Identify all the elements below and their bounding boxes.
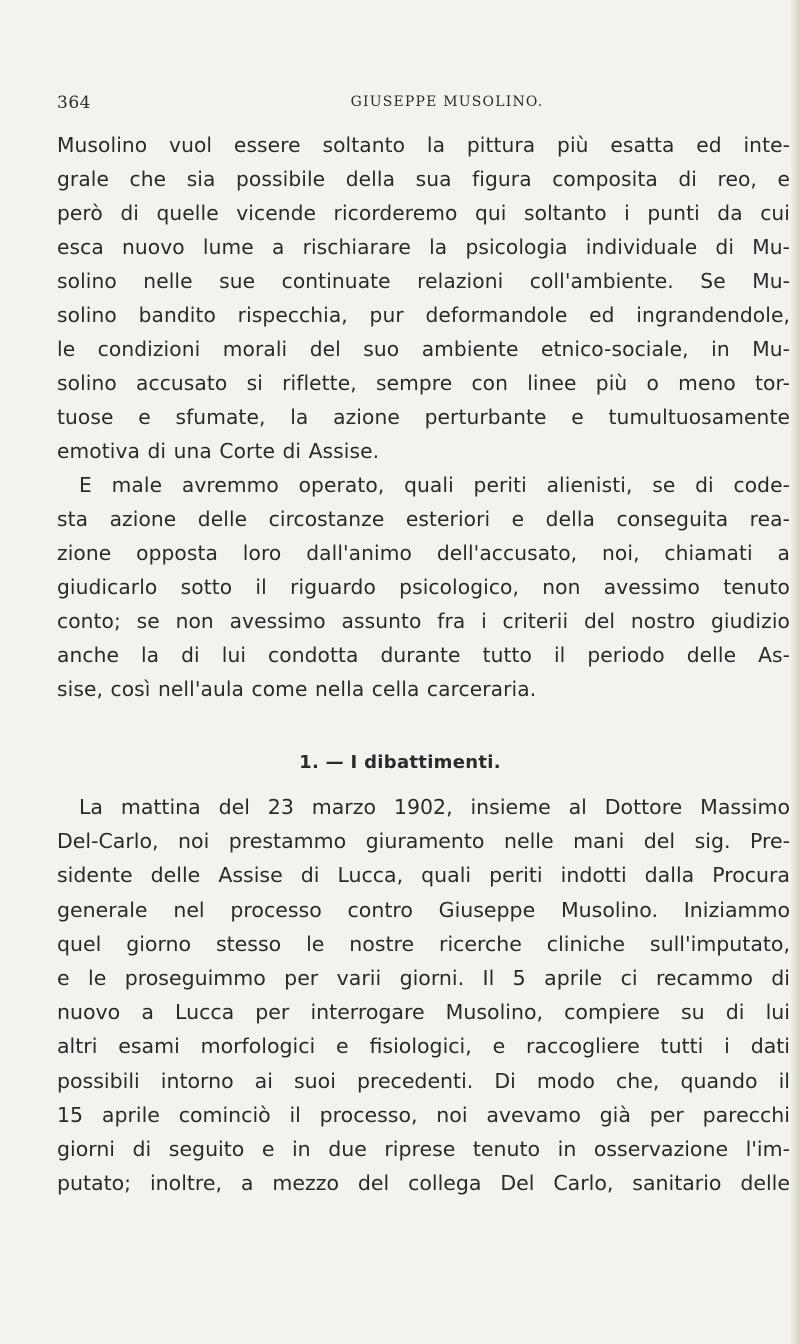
text-line: esca nuovo lume a rischiarare la psicologia individuale di Mu-	[57, 235, 790, 259]
page-edge-shadow	[790, 0, 800, 1344]
text-line: solino bandito rispecchia, pur deformandole ed ingrandendole,	[57, 303, 790, 327]
text-line: E male avremmo operato, quali periti alienisti, se di code-	[79, 473, 790, 497]
text-line: giudicarlo sotto il riguardo psicologico, non avessimo tenuto	[57, 575, 790, 599]
text-line: zione opposta loro dall'animo dell'accusato, noi, chiamati a	[57, 541, 790, 565]
text-line: conto; se non avessimo assunto fra i criterii del nostro giudizio	[57, 609, 790, 633]
text-line: putato; inoltre, a mezzo del collega Del Carlo, sanitario delle	[57, 1171, 790, 1196]
paragraph-3	[57, 790, 790, 1200]
text-line: grale che sia possibile della sua figura composita di reo, e	[57, 167, 790, 191]
body-text-lower	[57, 790, 790, 1200]
page-number: 364	[57, 93, 91, 113]
running-head: GIUSEPPE MUSOLINO.	[350, 94, 544, 110]
text-line: Del-Carlo, noi prestammo giuramento nelle mani del sig. Pre-	[57, 829, 790, 854]
text-line: solino accusato si riflette, sempre con linee più o meno tor-	[57, 371, 790, 395]
text-line: però di quelle vicende ricorderemo qui soltanto i punti da cui	[57, 201, 790, 225]
text-line: altri esami morfologici e fisiologici, e raccogliere tutti i dati	[57, 1034, 790, 1059]
body-text-upper	[57, 128, 790, 706]
text-line: solino nelle sue continuate relazioni coll'ambiente. Se Mu-	[57, 269, 790, 293]
text-line: generale nel processo contro Giuseppe Musolino. Iniziammo	[57, 897, 790, 922]
text-line: possibili intorno ai suoi precedenti. Di modo che, quando il	[57, 1068, 790, 1093]
paragraph-1	[57, 128, 790, 468]
text-line: tuose e sfumate, la azione perturbante e tumultuosamente	[57, 405, 790, 429]
paragraph-2	[57, 468, 790, 706]
text-line: La mattina del 23 marzo 1902, insieme al Dottore Massimo	[79, 795, 790, 819]
text-line: sta azione delle circostanze esteriori e della conseguita rea-	[57, 507, 790, 531]
text-line: nuovo a Lucca per interrogare Musolino, compiere su di lui	[57, 1000, 790, 1025]
text-line: Musolino vuol essere soltanto la pittura più esatta ed inte-	[57, 133, 790, 157]
text-line: sise, così nell'aula come nella cella carceraria.	[57, 677, 537, 701]
text-line: sidente delle Assise di Lucca, quali periti indotti dalla Procura	[57, 863, 790, 888]
text-line: giorni di seguito e in due riprese tenuto in osservazione l'im-	[57, 1136, 790, 1161]
text-line: quel giorno stesso le nostre ricerche cliniche sull'imputato,	[57, 931, 790, 956]
text-line: 15 aprile cominciò il processo, noi avevamo già per parecchi	[57, 1102, 790, 1127]
text-line: anche la di lui condotta durante tutto il periodo delle As-	[57, 643, 790, 667]
text-line: le condizioni morali del suo ambiente etnico-sociale, in Mu-	[57, 337, 790, 361]
page-header	[57, 93, 757, 115]
text-line: emotiva di una Corte di Assise.	[57, 439, 380, 463]
section-heading: 1. — I dibattimenti.	[299, 752, 501, 773]
text-line: e le proseguimmo per varii giorni. Il 5 aprile ci recammo di	[57, 965, 790, 990]
